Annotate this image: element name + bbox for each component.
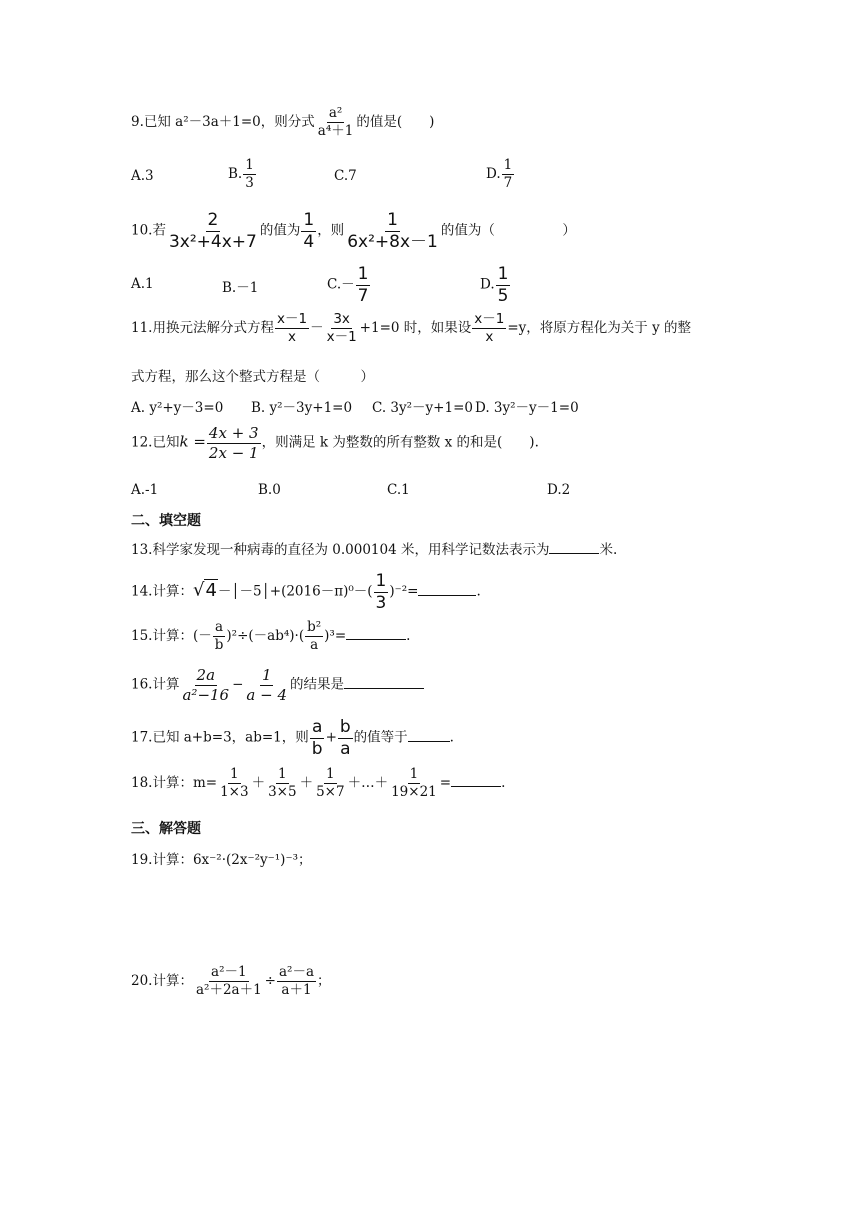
question-13: 13.科学家发现一种病毒的直径为 0.000104 米，用科学记数法表示为 米.: [131, 542, 618, 558]
q10-option-b: B.－1: [222, 280, 259, 296]
q11-option-a: A. y²+y－3=0: [131, 400, 224, 416]
q9-option-b: B. $\frac{1}{3}$: [228, 157, 254, 191]
section-fill-in: 二、填空题: [131, 513, 201, 529]
q9-option-d: D. $\frac{1}{7}$: [486, 157, 513, 191]
q9-option-c: C.7: [334, 168, 357, 184]
q10-option-a: A.1: [131, 276, 154, 292]
answer-blank[interactable]: [451, 774, 501, 787]
answer-blank[interactable]: [549, 541, 599, 554]
q9-option-a: A.3: [131, 168, 154, 184]
q12-fraction: $\frac{4x + 3}{2x - 1}$: [208, 424, 259, 462]
q11-option-d: D. 3y²－y－1=0: [475, 400, 579, 416]
question-18: 18.计算：m= $\frac{1}{1\times 3}$ ＋ $\frac{1}{3\times 5}$ ＋ $\frac{1}{5\times 7}$ ＋…＋ $\frac{1}{19\times 21}$ = .: [131, 766, 506, 800]
q9-fraction: $\frac{\text{a²}}{\text{a⁴＋1}}$: [317, 105, 354, 139]
question-16: 16.计算 $\frac{2a}{\text{a²−16}}$ − $\frac{1}{a - 4}$ 的结果是: [131, 667, 424, 703]
section-solve: 三、解答题: [131, 821, 201, 837]
q11-option-b: B. y²－3y+1=0: [251, 400, 353, 416]
question-20: 20.计算： $\frac{\text{a²－1}}{\text{a²＋2a＋1}}$ ÷ $\frac{\text{a²－a}}{a+1}$ ；: [131, 964, 331, 998]
answer-blank[interactable]: [408, 729, 450, 742]
question-9: 9.已知 a²－3a＋1=0，则分式 $\frac{\text{a²}}{\text{a⁴＋1}}$ 的值是( ): [131, 105, 435, 139]
question-19: 19.计算：6x⁻²·(2x⁻²y⁻¹)⁻³；: [131, 852, 312, 868]
question-17: 17.已知 a+b=3，ab=1，则 $\frac{a}{b}$ + $\frac{b}{a}$ 的值等于 .: [131, 717, 454, 759]
q10-fraction-1: $\frac{2}{\text{3x²+4x+7}}$: [168, 210, 257, 252]
q11-option-c: C. 3y²－y+1=0: [372, 400, 473, 416]
answer-blank[interactable]: [346, 627, 406, 640]
q10-fraction-2: $\frac{1}{4}$: [303, 210, 315, 252]
answer-blank[interactable]: [418, 583, 476, 596]
answer-blank[interactable]: [344, 676, 424, 689]
question-11-line-2: 式方程，那么这个整式方程是（ ）: [131, 369, 374, 385]
question-14: 14.计算：√4－│－5│+(2016－π)⁰－( $\frac{1}{3}$ )⁻²= .: [131, 571, 481, 613]
question-12: 12.已知k = $\frac{4x + 3}{2x - 1}$ ，则满足 k 为整数的所有整数 x 的和是( ).: [131, 424, 539, 462]
q12-option-b: B.0: [258, 482, 281, 498]
sqrt-symbol: √4: [192, 579, 217, 601]
question-15: 15.计算：(－ $\frac{a}{b}$ )²÷(－ab⁴)·( $\frac{\text{b²}}{a}$ )³= .: [131, 619, 411, 653]
q12-option-d: D.2: [547, 482, 571, 498]
question-11: 11.用换元法解分式方程 $\frac{x-1}{x}$ － $\frac{3x}{x-1}$ +1=0 时，如果设 $\frac{x-1}{x}$ =y，将原方程化为关于 y 的整: [131, 311, 692, 345]
q12-option-a: A.-1: [131, 482, 159, 498]
q10-option-c: C.－ $\frac{1}{7}$: [327, 264, 369, 306]
q10-option-d: D. $\frac{1}{5}$: [480, 264, 509, 306]
question-10: 10.若 $\frac{2}{\text{3x²+4x+7}}$ 的值为 $\frac{1}{4}$ ，则 $\frac{1}{\text{6x²+8x－1}}$ 的值为（ ）: [131, 210, 576, 252]
q12-option-c: C.1: [387, 482, 410, 498]
q10-fraction-3: $\frac{1}{\text{6x²+8x－1}}$: [347, 210, 438, 252]
